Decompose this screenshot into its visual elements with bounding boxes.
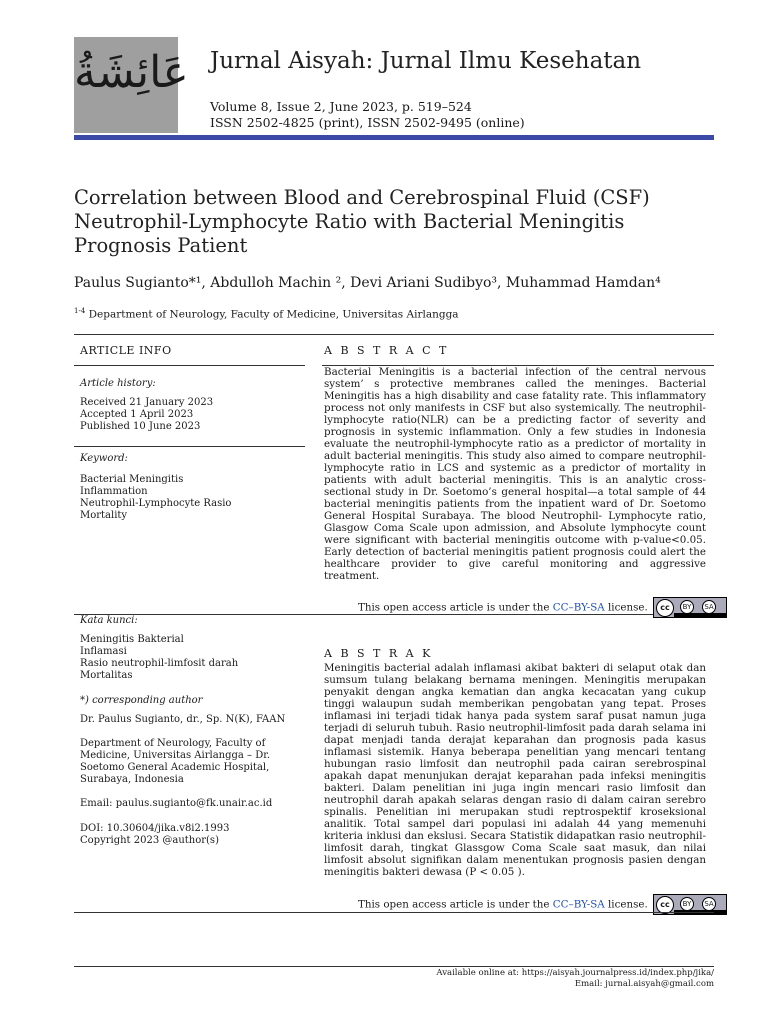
license-link[interactable]: CC–BY-SA: [552, 601, 605, 614]
volume-line: Volume 8, Issue 2, June 2023, p. 519–524: [210, 99, 472, 114]
address-line: Soetomo General Academic Hospital,: [80, 762, 270, 773]
footer-rule: [74, 966, 714, 967]
footer-available: Available online at: https://aisyah.journalpress.id/index.php/jika/: [436, 968, 714, 978]
license-prefix: This open access article is under the: [358, 898, 553, 911]
received-date: Received 21 January 2023: [80, 397, 214, 408]
corresponding-email: Email: paulus.sugianto@fk.unair.ac.id: [80, 798, 273, 809]
corresponding-name: Dr. Paulus Sugianto, dr., Sp. N(K), FAAN: [80, 714, 286, 725]
section-rule-bottom: [74, 912, 714, 913]
cc-icon: cc: [656, 896, 674, 914]
keyword-item: Mortality: [80, 510, 128, 521]
kata-kunci-item: Inflamasi: [80, 646, 127, 657]
footer-email: Email: jurnal.aisyah@gmail.com: [574, 979, 714, 989]
by-icon: BY: [680, 897, 694, 911]
keyword-item: Neutrophil-Lymphocyte Rasio: [80, 498, 232, 509]
left-rule-2: [74, 446, 305, 447]
license-line-en: [358, 597, 727, 618]
journal-title: Jurnal Aisyah: Jurnal Ilmu Kesehatan: [210, 48, 642, 74]
accepted-date: Accepted 1 April 2023: [80, 409, 194, 420]
header-rule: [74, 135, 714, 140]
sa-icon: SA: [702, 600, 716, 614]
kata-kunci-item: Rasio neutrophil-limfosit darah: [80, 658, 239, 669]
issn-line: ISSN 2502-4825 (print), ISSN 2502-9495 (online): [210, 115, 525, 130]
abstract-heading: A B S T R A C T: [324, 344, 449, 357]
by-icon: BY: [680, 600, 694, 614]
address-line: Medicine, Universitas Airlangga – Dr.: [80, 750, 271, 761]
copyright: Copyright 2023 @author(s): [80, 835, 219, 846]
published-date: Published 10 June 2023: [80, 421, 201, 432]
address-line: Department of Neurology, Faculty of: [80, 738, 266, 749]
sa-icon: SA: [702, 897, 716, 911]
abstrak-text: Meningitis bacterial adalah inflamasi akibat bakteri di selaput otak dan sumsum tulang belakang bernama meningen. Meningitis merupakan penyakit dengan angka kematian dan angka kecacatan yang cukup tinggi walaupun sudah memberikan pengobatan yang tepat. Proses inflamasi ini terjadi tidak hanya pada system saraf pusat namun juga terjadi di seluruh tubuh. Rasio neutrophil-limfosit pada darah selama ini dapat menjadi tanda derajat keparahan dan prognosis pada kasus inflamasi sistemik. Hanya beberapa penelitian yang mencari tentang hubungan rasio limfosit dan neutrophil pada cairan serebrospinal apakah dapat menunjukan derajat keparahan pada infeksi meningitis bakteri. Dalam penelitian ini juga ingin mencari rasio limfosit dan neutrophil darah apakah selaras dengan rasio di dalam cairan serebro spinalis. Penelitian ini merupakan studi reptrospektif kroseksional analitik. Total sampel dari populasi ini adalah 44 yang memenuhi kriteria inklusi dan ekslusi. Secara Statistik didapatkan rasio neutrophil-limfosit darah, tingkat Glassgow Coma Scale saat masuk, dan nilai limfosit absolut signifikan dalam menentukan prognosis pasien dengan meningitis bakteri dewasa (P < 0.05 ).: [324, 662, 706, 878]
affiliation-text: Department of Neurology, Faculty of Medicine, Universitas Airlangga: [88, 308, 459, 321]
article-info-heading: ARTICLE INFO: [80, 344, 172, 357]
left-rule-1: [74, 365, 305, 366]
abstract-text: Bacterial Meningitis is a bacterial infection of the central nervous system’ s protective membranes called the meninges. Bacterial Meningitis has a high disability and case fatality rate. This inflammatory process not only manifests in CSF but also systemically. The neutrophil-lymphocyte ratio(NLR) can be a predicting factor of severity and prognosis in systemic inflammation. Only a few studies in Indonesia evaluate the neutrophil-lymphocyte ratio as a predictor of mortality in adult bacterial meningitis. This study also aimed to compare neutrophil-lymphocyte ratio in LCS and systemic as a predictor of mortality in patients with adult bacterial meningitis. This is an analytic cross-sectional study in Dr. Soetomo’s general hospital—a total sample of 44 bacterial meningitis patients from the inpatient ward of Dr. Soetomo General Hospital Surabaya. The blood Neutrophil- Lymphocyte ratio, Glasgow Coma Scale upon admission, and Absolute lymphocyte count were significant with bacterial meningitis outcome with p-value<0.05. Early detection of bacterial meningitis patient prognosis could alert the healthcare provider to give careful monitoring and aggressive treatment.: [324, 366, 706, 582]
article-authors: Paulus Sugianto*¹, Abdulloh Machin ², Devi Ariani Sudibyo³, Muhammad Hamdan⁴: [74, 275, 661, 291]
section-rule-top: [74, 334, 714, 335]
affiliation: [74, 307, 459, 321]
cc-by-sa-badge[interactable]: [653, 597, 727, 618]
license-suffix: license.: [604, 898, 648, 911]
license-prefix: This open access article is under the: [358, 601, 553, 614]
corresponding-label: *) corresponding author: [80, 695, 203, 706]
kata-kunci-item: Mortalitas: [80, 670, 133, 681]
footer: [300, 968, 714, 990]
license-link[interactable]: CC–BY-SA: [552, 898, 605, 911]
cc-icon: cc: [656, 599, 674, 617]
keyword-label: Keyword:: [80, 453, 128, 464]
doi: DOI: 10.30604/jika.v8i2.1993: [80, 823, 230, 834]
license-suffix: license.: [604, 601, 648, 614]
affiliation-sup: 1-4: [74, 307, 86, 315]
history-label: Article history:: [80, 378, 156, 389]
journal-logo: [74, 37, 189, 133]
abstrak-heading: A B S T R A K: [324, 647, 433, 660]
kata-kunci-label: Kata kunci:: [80, 615, 138, 626]
address-line: Surabaya, Indonesia: [80, 774, 184, 785]
article-title: Correlation between Blood and Cerebrospinal Fluid (CSF) Neutrophil-Lymphocyte Ratio with Bacterial Meningitis Prognosis Patient: [74, 186, 650, 257]
kata-kunci-item: Meningitis Bakterial: [80, 634, 184, 645]
keyword-item: Inflammation: [80, 486, 148, 497]
keyword-item: Bacterial Meningitis: [80, 474, 184, 485]
logo-arabic-text: عَائِشَةُ: [74, 47, 189, 98]
